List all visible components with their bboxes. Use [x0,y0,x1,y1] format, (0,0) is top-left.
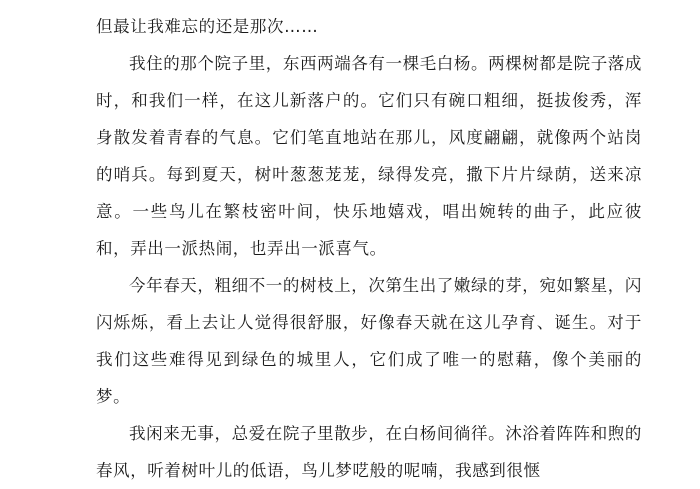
paragraph: 但最让我难忘的还是那次…… [96,17,319,36]
document-body [96,8,642,489]
paragraph: 我闲来无事，总爱在院子里散步，在白杨间徜徉。沐浴着阵阵和煦的春风，听着树叶儿的低语，鸟儿梦呓般的呢喃，我感到很惬 [96,424,642,480]
paragraph: 今年春天，粗细不一的树枝上，次第生出了嫩绿的芽，宛如繁星，闪闪烁烁，看上去让人觉得很舒服，好像春天就在这儿孕育、诞生。对于我们这些难得见到绿色的城里人，它们成了唯一的慰藉，像个美丽的梦。 [96,276,642,406]
paragraph: 我住的那个院子里，东西两端各有一棵毛白杨。两棵树都是院子落成时，和我们一样，在这儿新落户的。它们只有碗口粗细，挺拔俊秀，浑身散发着青春的气息。它们笔直地站在那儿，风度翩翩，就像两个站岗的哨兵。每到夏天，树叶葱葱茏茏，绿得发亮，撒下片片绿荫，送来凉意。一些鸟儿在繁枝密叶间，快乐地嬉戏，唱出婉转的曲子，此应彼和，弄出一派热闹，也弄出一派喜气。 [96,54,642,258]
